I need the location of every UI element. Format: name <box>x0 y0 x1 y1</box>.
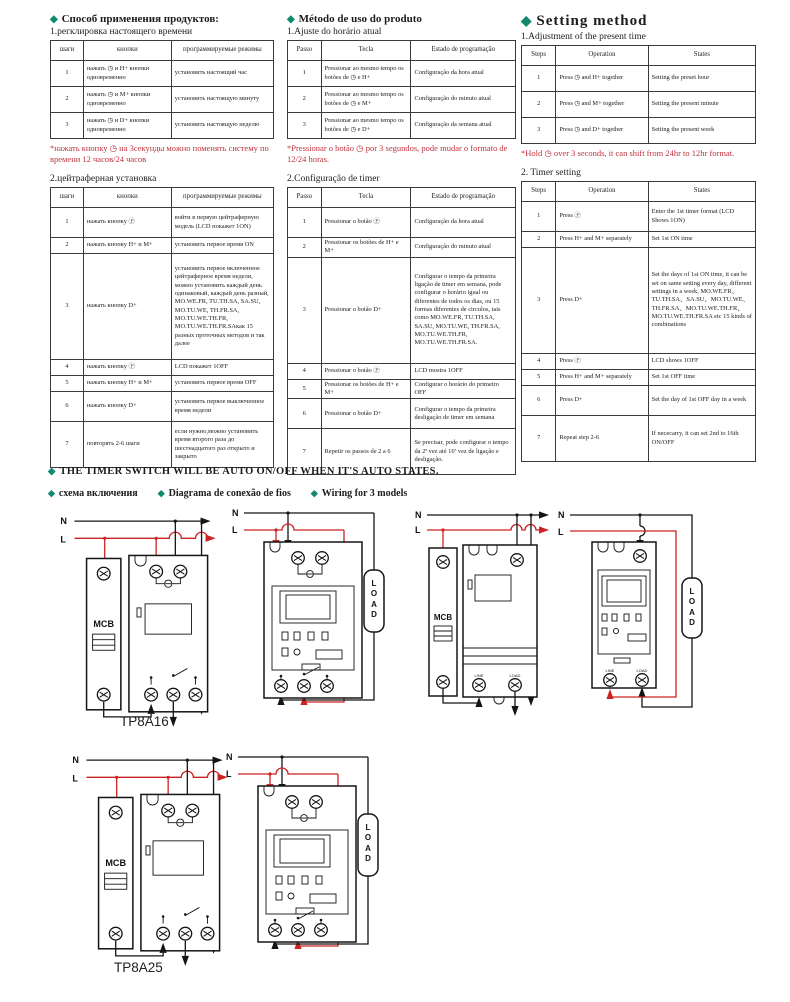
table-row <box>51 87 274 113</box>
table-row <box>51 422 274 468</box>
diamond-icon: ◆ <box>48 488 55 498</box>
table-cell: установить настоящую минуту <box>171 87 273 113</box>
table-cell: 4 <box>288 363 322 379</box>
table-cell: установить первое включенное цейтраферное время недели, можно установить каждый день одинаковый, каждый день разный, MO.WE.FR, TU.TH.SA, SA.SU, MO.TU.WE, TH.FR.SA, MO.TU.WE.TH.FR, MO.TU.WE.TH.FR.SAкак 15 разных проточных методов и так далее <box>171 254 273 360</box>
table-cell: Configurar o horário do primeiro OFF <box>411 379 516 399</box>
diamond-icon: ◆ <box>48 467 56 477</box>
section-title-pt: ◆ Método de uso do produto <box>287 13 422 25</box>
table-cell: 1 <box>522 202 556 232</box>
table-cell: 1 <box>522 66 556 92</box>
table-cell: If nececarry, it can set 2nd to 16th ON/OFF <box>648 416 755 462</box>
table-cell: Pressionar ao mesmo tempo os botões de ◷ e D+ <box>321 113 411 139</box>
table-row <box>288 61 516 87</box>
svg-text:N: N <box>232 508 239 518</box>
table-cell: 7 <box>522 416 556 462</box>
table-cell: 4 <box>51 360 84 376</box>
table-cell: Press ◷ and H+ together <box>556 66 648 92</box>
table-cell: установить настоящую неделю <box>171 113 273 139</box>
table-cell: Se precisar, pode configurar o tempo da 2ª vez até 16ª vez de ligação e desligação. <box>411 429 516 475</box>
table-cell: 1 <box>288 61 322 87</box>
svg-text:N: N <box>226 752 233 762</box>
col-header: States <box>648 182 755 202</box>
table-cell: LCD mostra 1OFF <box>411 363 516 379</box>
timer-device <box>258 786 356 942</box>
table-row <box>522 370 756 386</box>
header-row <box>522 46 756 66</box>
table-row <box>288 238 516 258</box>
diamond-icon: ◆ <box>287 14 295 25</box>
svg-text:L: L <box>415 525 421 535</box>
table-cell: 3 <box>288 113 322 139</box>
col-header: программируемые режимы <box>171 188 273 208</box>
table-cell: 5 <box>288 379 322 399</box>
table-cell: Set the days of 1st ON time, it can be set on same setting every day, different settings in a week, MO.WE.FR、TU.TH.SA、SA.SU、MO.TU.WE、TH.FR.SA、MO.TU.WE.TH.FR、MO.TU.WE.TH.FR.SA etc 15 kinds of combinations <box>648 248 755 354</box>
mcb-device <box>429 548 457 696</box>
table-cell: нажать ◷ и D+ кнопки одновременно <box>83 113 171 139</box>
table-cell: Set 1st ON time <box>648 232 755 248</box>
subsection-heading: 2.цейтраферная установка <box>50 174 157 185</box>
table-cell: Configurar o tempo da primeira ligação de timer em semana, pode configurar o horário igual ou diferentes de todos os dias, ou 15 formas diferentes de circulos, tais como MO.WE.FR, TU.TH.SA, SA.SU, MO.TU.WE, TH.FR.SA, MO.TU.WE.TH.FR, MO.TU.WE.TH.FR.SA. <box>411 257 516 363</box>
table-cell: 1 <box>51 208 84 238</box>
table-cell: Pressionar o botão D+ <box>321 257 411 363</box>
table-cell: если нужно,можно установить время второго раза до шестнадцатого раз открыто и закрыто <box>171 422 273 468</box>
table-row <box>288 257 516 363</box>
table-cell: Press ◷ and M+ together <box>556 92 648 118</box>
table-cell: Press D+ <box>556 248 648 354</box>
table-cell: Pressionar os botões de H+ e M+ <box>321 238 411 258</box>
header-row <box>288 41 516 61</box>
table-cell: 2 <box>288 238 322 258</box>
table-cell: LCD shows 1OFF <box>648 354 755 370</box>
svg-text:MCB: MCB <box>93 619 115 630</box>
section-title-ru: ◆ Способ применения продуктов: <box>50 13 219 25</box>
col-header: Tecla <box>321 188 411 208</box>
table-cell: 6 <box>51 392 84 422</box>
svg-text:L: L <box>226 769 232 779</box>
table-cell: 5 <box>51 376 84 392</box>
load-label: LOAD <box>688 587 696 628</box>
diamond-icon: ◆ <box>157 488 165 498</box>
col-header: шаги <box>51 188 84 208</box>
table-cell: нажать ◷ и M+ кнопки одновременно <box>83 87 171 113</box>
timer-setting-table-pt <box>287 187 516 475</box>
table-cell: 7 <box>288 429 322 475</box>
mcb-device <box>99 797 133 948</box>
table-cell: нажать кнопку H+ и M+ <box>83 238 171 254</box>
time-setting-table-ru <box>50 40 274 139</box>
col-header: Estado de programação <box>411 41 516 61</box>
table-row <box>51 113 274 139</box>
svg-text:L: L <box>558 527 564 537</box>
subsection-heading: 1.Adjustment of the present time <box>521 32 646 42</box>
table-row <box>288 379 516 399</box>
svg-text:LOAD: LOAD <box>636 668 648 673</box>
table-cell: установить настоящий час <box>171 61 273 87</box>
table-cell: Pressionar ao mesmo tempo os botões de ◷ e M+ <box>321 87 411 113</box>
table-row <box>51 376 274 392</box>
table-row <box>288 363 516 379</box>
table-row <box>522 386 756 416</box>
table-cell: Set 1st OFF time <box>648 370 755 386</box>
col-header: шаги <box>51 41 84 61</box>
table-row <box>522 232 756 248</box>
table-cell: 1 <box>51 61 84 87</box>
svg-text:LINE: LINE <box>474 673 484 678</box>
table-cell: Setting the preset hour <box>648 66 755 92</box>
svg-text:LOAD: LOAD <box>509 673 521 678</box>
svg-text:L: L <box>60 534 66 545</box>
load-label: LOAD <box>364 823 372 864</box>
table-cell: Enter the 1st timer format (LCD Shows 1ON) <box>648 202 755 232</box>
table-cell: 2 <box>522 92 556 118</box>
subsection-heading: 1.регклировка настоящего времени <box>50 27 193 37</box>
svg-text:N: N <box>558 510 565 520</box>
table-row <box>522 66 756 92</box>
svg-text:N: N <box>60 516 67 527</box>
table-cell: 2 <box>288 87 322 113</box>
table-cell: Press H+ and M+ separately <box>556 232 648 248</box>
table-row <box>522 92 756 118</box>
wiring-diagram-timer-load <box>226 498 406 716</box>
table-cell: Press D+ <box>556 386 648 416</box>
svg-text:N: N <box>415 510 422 520</box>
table-cell: нажать кнопку D+ <box>83 254 171 360</box>
table-cell: Configuração do minuto atual <box>411 87 516 113</box>
col-header: программируемые режимы <box>171 41 273 61</box>
table-cell: 3 <box>51 254 84 360</box>
svg-text:L: L <box>232 525 238 535</box>
table-row <box>51 254 274 360</box>
column-english <box>521 13 756 462</box>
wiring-heading-en: ◆ Wiring for 3 models <box>310 488 408 499</box>
table-cell: 3 <box>522 248 556 354</box>
footnote-ru: *нажать кнопку ◷ на 3секунды можно поменять систему по времени 12 часов/24 часов <box>50 143 269 165</box>
svg-text:MCB: MCB <box>433 613 453 622</box>
time-setting-table-en <box>521 45 756 144</box>
table-cell: 1 <box>288 208 322 238</box>
table-cell: 2 <box>51 87 84 113</box>
table-cell: 4 <box>522 354 556 370</box>
col-header: Passo <box>288 188 322 208</box>
table-row <box>288 87 516 113</box>
column-portuguese <box>287 13 516 475</box>
table-cell: Pressionar o botão D+ <box>321 399 411 429</box>
table-row <box>288 399 516 429</box>
footnote-en: *Hold ◷ over 3 seconds, it can shift from 24hr to 12hr format. <box>521 148 735 158</box>
table-row <box>522 118 756 144</box>
timer-setting-table-en <box>521 181 756 462</box>
table-cell: 7 <box>51 422 84 468</box>
footnote-pt: *Pressionar o botão ◷ por 3 segundos, pode mudar o formato de 12/24 horas. <box>287 143 508 165</box>
timer-device <box>264 542 362 698</box>
table-row <box>522 248 756 354</box>
wiring-heading-pt: ◆ Diagrama de conexão de fios <box>157 488 291 499</box>
wiring-diagram-mcb-timer <box>64 742 236 974</box>
table-row <box>522 354 756 370</box>
table-cell: войти в первую цейтраферную модель (LCD покажет 1ON) <box>171 208 273 238</box>
table-cell: 3 <box>51 113 84 139</box>
table-cell: Setting the present minute <box>648 92 755 118</box>
svg-text:L: L <box>72 773 78 784</box>
table-row <box>288 113 516 139</box>
header-row <box>522 182 756 202</box>
table-cell: Configuração da hora atual <box>411 61 516 87</box>
table-cell: Press Ⓟ <box>556 354 648 370</box>
col-header: Steps <box>522 182 556 202</box>
table-row <box>522 416 756 462</box>
subsection-heading: 1.Ajuste do horário atual <box>287 27 382 37</box>
table-row <box>51 392 274 422</box>
wiring-diagram-mcb-timer <box>52 503 224 735</box>
table-cell: Pressionar o botão Ⓟ <box>321 363 411 379</box>
column-russian <box>50 13 274 468</box>
col-header: кнопки <box>83 188 171 208</box>
model-label-tp8a16: TP8A16 <box>120 714 169 729</box>
col-header: Operation <box>556 46 648 66</box>
table-row <box>522 202 756 232</box>
table-cell: установить первое время OFF <box>171 376 273 392</box>
wiring-diagram-mcb-timer2 <box>413 500 560 718</box>
table-row <box>51 238 274 254</box>
table-cell: Pressionar ao mesmo tempo os botões de ◷ e H+ <box>321 61 411 87</box>
col-header: Steps <box>522 46 556 66</box>
table-cell: Configurar o tempo da primeira desligação de timer em semana <box>411 399 516 429</box>
table-cell: установить первое выключенное время недели <box>171 392 273 422</box>
col-header: States <box>648 46 755 66</box>
wiring-diagram-timer-load <box>220 742 400 960</box>
table-cell: Configuração do minuto atual <box>411 238 516 258</box>
table-row <box>51 208 274 238</box>
table-cell: Repeat step 2-6 <box>556 416 648 462</box>
table-cell: Press ◷ and D+ together <box>556 118 648 144</box>
svg-text:N: N <box>72 755 79 766</box>
table-cell: повторять 2-6 шаги <box>83 422 171 468</box>
svg-text:MCB: MCB <box>105 858 127 869</box>
table-cell: нажать кнопку Ⓟ <box>83 208 171 238</box>
svg-text:LINE: LINE <box>605 668 615 673</box>
header-row <box>51 41 274 61</box>
table-row <box>288 208 516 238</box>
section-title-en: ◆ Setting method <box>521 13 648 29</box>
table-cell: 2 <box>522 232 556 248</box>
table-cell: Setting the present week <box>648 118 755 144</box>
table-cell: нажать ◷ и H+ кнопки одновременно <box>83 61 171 87</box>
table-cell: 5 <box>522 370 556 386</box>
table-cell: Configuração da hora atual <box>411 208 516 238</box>
col-header: Estado de programação <box>411 188 516 208</box>
subsection-heading: 2. Timer setting <box>521 168 581 179</box>
wiring-diagram-timer2-load <box>556 500 718 718</box>
col-header: Operation <box>556 182 648 202</box>
timer-device <box>592 542 656 688</box>
table-cell: Press H+ and M+ separately <box>556 370 648 386</box>
diamond-icon: ◆ <box>310 488 318 498</box>
table-cell: LCD покажет 1OFF <box>171 360 273 376</box>
diamond-icon: ◆ <box>521 13 533 28</box>
table-row <box>51 360 274 376</box>
subsection-heading: 2.Configuração de timer <box>287 174 380 185</box>
table-cell: 2 <box>51 238 84 254</box>
col-header: Tecla <box>321 41 411 61</box>
timer-device <box>141 794 220 950</box>
table-cell: Press Ⓟ <box>556 202 648 232</box>
table-cell: 3 <box>522 118 556 144</box>
time-setting-table-pt <box>287 40 516 139</box>
table-cell: Pressionar o botão Ⓟ <box>321 208 411 238</box>
wiring-heading-ru: ◆ схема включения <box>48 488 138 499</box>
auto-onoff-note: ◆ THE TIMER SWITCH WILL BE AUTO ON/OFF WHEN IT'S AUTO STATES. <box>48 466 439 477</box>
mcb-device <box>87 558 121 709</box>
table-row <box>51 61 274 87</box>
table-cell: нажать кнопку D+ <box>83 392 171 422</box>
timer-setting-table-ru <box>50 187 274 468</box>
header-row <box>288 188 516 208</box>
table-cell: 6 <box>288 399 322 429</box>
col-header: Passo <box>288 41 322 61</box>
header-row <box>51 188 274 208</box>
timer-device <box>129 555 208 711</box>
table-cell: нажать кнопку H+ и M+ <box>83 376 171 392</box>
table-cell: Pressionar os botões de H+ e M+ <box>321 379 411 399</box>
col-header: кнопки <box>83 41 171 61</box>
load-label: LOAD <box>370 579 378 620</box>
table-cell: Configuração da semana atual <box>411 113 516 139</box>
table-cell: Set the day of 1st OFF day in a week <box>648 386 755 416</box>
table-cell: 3 <box>288 257 322 363</box>
table-cell: установить первое время ON <box>171 238 273 254</box>
table-cell: Repetir os passos de 2 a 6 <box>321 429 411 475</box>
timer-device <box>463 545 537 704</box>
model-label-tp8a25: TP8A25 <box>114 960 163 975</box>
table-cell: 6 <box>522 386 556 416</box>
table-cell: нажать кнопку Ⓟ <box>83 360 171 376</box>
diamond-icon: ◆ <box>50 14 58 25</box>
